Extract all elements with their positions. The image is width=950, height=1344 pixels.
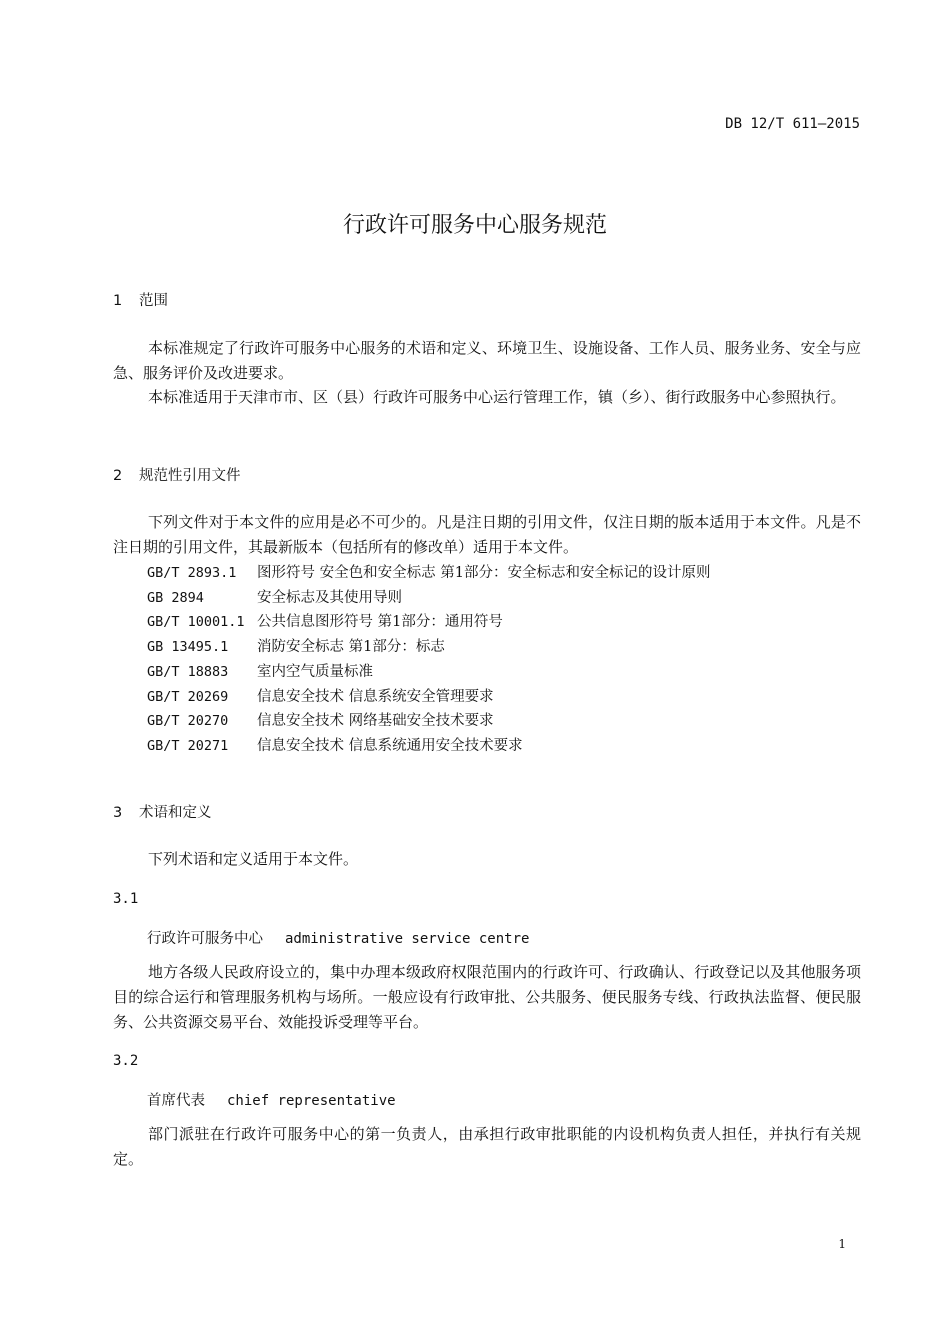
- reference-code: GB/T 10001.1: [147, 614, 245, 631]
- term-heading: [147, 1089, 396, 1110]
- normative-references-intro: 下列文件对于本文件的应用是必不可少的。凡是注日期的引用文件，仅注日期的版本适用于本文件。凡是不注日期的引用文件，其最新版本（包括所有的修改单）适用于本文件。: [113, 513, 861, 556]
- term-definition: 地方各级人民政府设立的，集中办理本级政府权限范围内的行政许可、行政确认、行政登记以及其他服务项目的综合运行和管理服务机构与场所。一般应设有行政审批、公共服务、便民服务专线、行政执法监督、便民服务、公共资源交易平台、效能投诉受理等平台。: [113, 963, 861, 1031]
- page-number: 1: [838, 1237, 846, 1251]
- term-english: administrative service centre: [285, 931, 530, 947]
- section-number: 2: [113, 468, 123, 484]
- reference-name: 安全标志及其使用导则: [257, 589, 402, 606]
- reference-name: 图形符号 安全色和安全标志 第1部分：安全标志和安全标记的设计原则: [257, 565, 711, 581]
- section-title: 规范性引用文件: [139, 468, 241, 484]
- standard-code: DB 12/T 611—2015: [725, 116, 860, 132]
- term-chinese: 行政许可服务中心: [147, 931, 263, 947]
- reference-name: 室内空气质量标准: [257, 663, 373, 680]
- reference-item: [147, 610, 503, 635]
- reference-item: [147, 561, 710, 586]
- term-english: chief representative: [227, 1093, 396, 1109]
- section-2-heading: [113, 464, 241, 485]
- reference-code: GB/T 2893.1: [147, 565, 237, 581]
- terms-intro: 下列术语和定义适用于本文件。: [148, 850, 359, 868]
- term-heading: [147, 927, 529, 948]
- reference-name: 信息安全技术 网络基础安全技术要求: [257, 713, 494, 730]
- section-number: 3: [113, 805, 123, 821]
- term-number: 3.1: [113, 891, 139, 907]
- scope-paragraph-1: 本标准规定了行政许可服务中心服务的术语和定义、环境卫生、设施设备、工作人员、服务业务、安全与应急、服务评价及改进要求。: [113, 339, 861, 382]
- reference-code: GB 2894: [147, 589, 204, 606]
- scope-paragraph-2: 本标准适用于天津市市、区（县）行政许可服务中心运行管理工作，镇（乡）、街行政服务中心参照执行。: [148, 388, 846, 406]
- document-title: 行政许可服务中心服务规范: [342, 213, 607, 238]
- term-number: 3.2: [113, 1053, 139, 1069]
- section-1-heading: [113, 289, 168, 310]
- section-title: 术语和定义: [139, 805, 212, 821]
- reference-name: 信息安全技术 信息系统安全管理要求: [257, 688, 494, 705]
- reference-code: GB/T 18883: [147, 663, 229, 680]
- term-definition: 部门派驻在行政许可服务中心的第一负责人，由承担行政审批职能的内设机构负责人担任，并执行有关规定。: [113, 1125, 861, 1168]
- reference-item: [147, 685, 494, 710]
- section-title: 范围: [139, 293, 168, 309]
- reference-name: 信息安全技术 信息系统通用安全技术要求: [257, 737, 523, 754]
- reference-item: [147, 635, 445, 660]
- reference-code: GB/T 20269: [147, 688, 229, 705]
- reference-name: 消防安全标志 第1部分：标志: [257, 639, 445, 656]
- term-chinese: 首席代表: [147, 1093, 205, 1109]
- reference-item: [147, 734, 523, 759]
- reference-item: [147, 586, 402, 611]
- section-3-heading: [113, 801, 212, 822]
- reference-code: GB/T 20270: [147, 713, 229, 730]
- section-number: 1: [113, 293, 123, 309]
- reference-name: 公共信息图形符号 第1部分：通用符号: [257, 614, 503, 631]
- reference-code: GB/T 20271: [147, 737, 229, 754]
- reference-item: [147, 660, 373, 685]
- reference-item: [147, 709, 494, 734]
- reference-code: GB 13495.1: [147, 639, 229, 656]
